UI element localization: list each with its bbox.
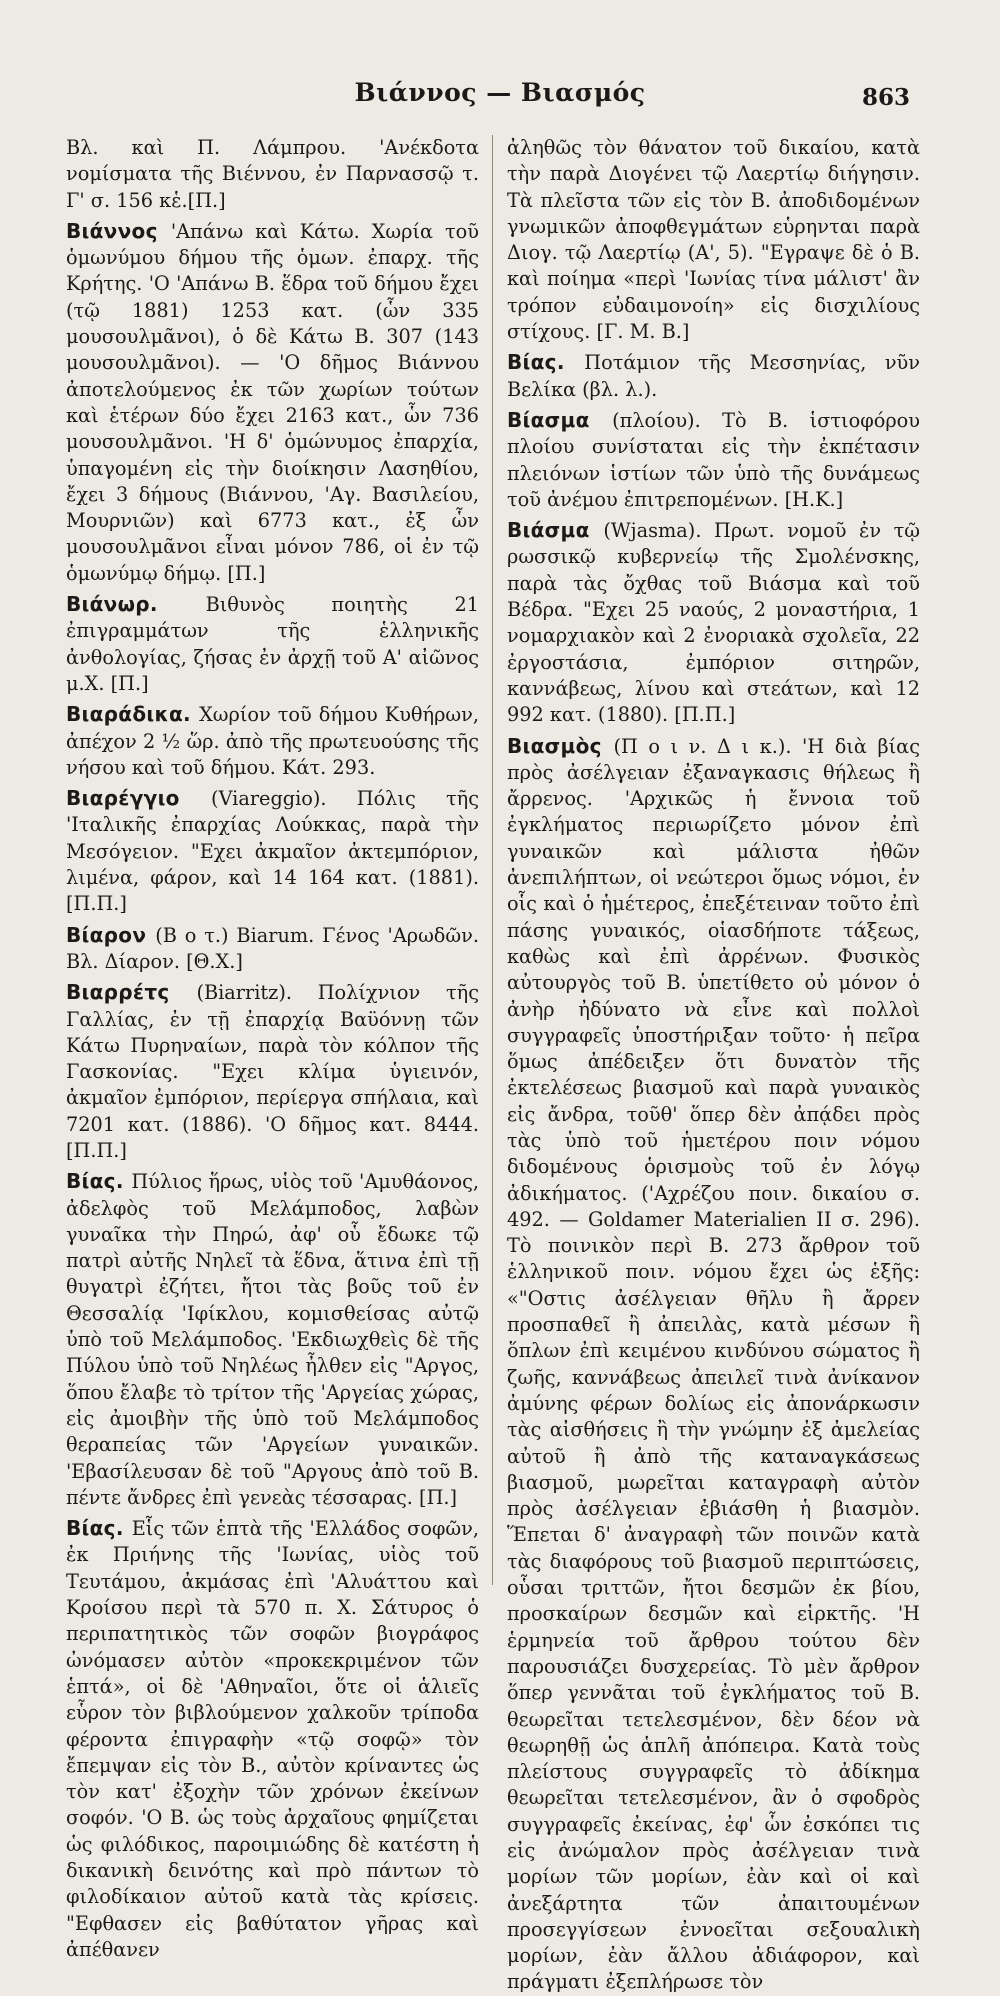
- continuation-body: ἀληθῶς τὸν θάνατον τοῦ δικαίου, κατὰ τὴν παρὰ Διογένει τῷ Λαερτίῳ διήγησιν. Τὰ πλεῖστα τῶν εἰς τὸν Β. ἀποδιδομένων γνωμικῶν ἀποφθεγμάτων εὑρηνται παρὰ Διογ. τῷ Λαερτίῳ (Α', 5). "Εγραψε δὲ ὁ Β. καὶ ποίημα «περὶ 'Ιωνίας τίνα μάλιστ' ἂν τρόπον εὐδαιμονοίη» εἰς δισχιλίους στίχους. [Γ. Μ. Β.]: [507, 136, 920, 344]
- right-column: [507, 135, 920, 1994]
- entry-body: (Biarritz). Πολίχνιον τῆς Γαλλίας, ἐν τῇ ἐπαρχίᾳ Βαϋόννῃ τῶν Κάτω Πυρηναίων, παρὰ τὸν κόλπον τῆς Γασκονίας. "Εχει κλίμα ὑγιεινόν, ἀκμαῖον ἐμπόριον, περίεργα σπήλαια, καὶ 7201 κατ. (1886). 'Ο δῆμος κατ. 8444. [Π.Π.]: [66, 981, 479, 1162]
- entry-headword: Βίας.: [66, 1169, 132, 1194]
- entry-viaron: [66, 922, 479, 976]
- entry-body: (Π ο ι ν. Δ ι κ.). 'Η διὰ βίας πρὸς ἀσέλγειαν ἐξαναγκασις θήλεως ἢ ἄρρενος. 'Αρχικῶς ἡ ἔννοια τοῦ ἐγκλήματος περιωρίζετο μόνον ἐπὶ γυναικῶν καὶ μάλιστα ἠθῶν ἀνεπιλήπτων, οἱ νεώτεροι ὅμως νόμοι, ἐν οἷς καὶ ὁ ἡμέτερος, ἐπεξέτειναν τοῦτο ἐπὶ πάσης γυναικός, οἱασδήποτε τάξεως, καθὼς καὶ ἐπὶ ἀρρένων. Φυσικὸς αὐτουργὸς τοῦ Β. ὑπετίθετο οὐ μόνον ὁ ἀνὴρ ἠδύνατο νὰ εἶνε καὶ πολλοὶ συγγραφεῖς ὑποστήριξαν τοῦτο· ἡ πεῖρα ὅμως ἀπέδειξεν ὅτι δυνατὸν τῆς ἐκτελέσεως βιασμοῦ καὶ παρὰ γυναικὸς εἰς ἄνδρα, τοῦθ' ὅπερ δὲν ἀπᾴδει πρὸς τὰς ὑπὸ τοῦ ἡμετέρου ποιν νόμου διδομένους ὁρισμοὺς τοῦ ἐν λόγῳ ἀδικήματος. ('Αχρέζου ποιν. δικαίου σ. 492. — Goldamer Materialien II σ. 296). Τὸ ποινικὸν περὶ Β. 273 ἄρθρον τοῦ ἑλληνικοῦ ποιν. νόμου ἔχει ὡς ἑξῆς: «"Οστις ἀσέλγειαν θῆλυ ἢ ἄρρεν προσπαθεῖ ἢ ἀπειλὰς, κατὰ μέσων ἢ ὅπλων ἐπὶ κειμένου κινδύνου σώματος ἢ ζωῆς, καννάβεως ἀπειλεῖ τινὰ ἀνίκανον ἀμύνης φέρων δολίως εἰς ἀπονάρκωσιν τὰς αἰσθήσεις ἢ τὴν γνώμην ἐξ ἀμελείας αὐτοῦ ἢ ἀπὸ τῆς καταναγκάσεως βιασμοῦ, μωρεῖται καταγραφὴ αὐτὸν πρὸς ἀσέλγειαν ἐβιάσθη ἡ βιασμὸν. Ἕπεται δ' ἀναγραφὴ τῶν ποινῶν κατὰ τὰς διαφόρους τοῦ βιασμοῦ περιπτώσεις, οὗσαι τριττῶν, ἤτοι δεσμῶν ἐκ βίου, προσκαίρων δεσμῶν καὶ εἱρκτῆς. 'Η ἑρμηνεία τοῦ ἄρθρου τούτου δὲν παρουσιάζει δυσχερείας. Τὸ μὲν ἄρθρον ὅπερ γεννᾶται τοῦ ἐγκλήματος τοῦ Β. θεωρεῖται τετελεσμένον, δὲν δέον νὰ θεωρηθῇ ὡς ἁπλῆ ἀπόπειρα. Κατὰ τοὺς πλείστους συγγραφεῖς τὸ ἀδίκημα θεωρεῖται τετελεσμένον, ἂν ὁ σφοδρὸς συγγραφεῖς ἐκείνας, ἐφ' ὧν ἐσκόπει τις εἰς ἀνώμαλον πρὸς ἀσέλγειαν τινὰ μορίων τῶν μορίων, ἐὰν καὶ οἱ καὶ ἀνεξάρτητα τῶν ἀπαιτουμένων προσεγγίσεων ἐννοεῖται σεξουαλικὴ μορίων, ἐὰν ἄλλου ἀδιάφορον, καὶ πράγματι ἐξεπλήρωσε τὸν: [507, 734, 920, 1994]
- entry-body: Βιθυνὸς ποιητὴς 21 ἐπιγραμμάτων τῆς ἑλληνικῆς ἀνθολογίας, ζήσας ἐν ἀρχῇ τοῦ Α' αἰῶνος μ.Χ. [Π.]: [66, 593, 479, 695]
- entry-body: Ποτάμιον τῆς Μεσσηνίας, νῦν Βελίκα (βλ. λ.).: [507, 351, 920, 401]
- running-head: [0, 78, 1000, 118]
- entry-headword: Βίαρον: [66, 922, 156, 947]
- entry-headword: Βίας.: [66, 1516, 132, 1541]
- entry-body: (πλοίου). Τὸ Β. ἱστιοφόρου πλοίου συνίσταται εἰς τὴν ἐκπέτασιν πλειόνων ἱστίων τῶν ὑπὸ τῆς δυνάμεως τοῦ ἀνέμου ἐπιτρεπομένων. [Η.Κ.]: [507, 408, 920, 511]
- entry-headword: Βίασμα: [507, 407, 613, 432]
- entry-vias-river: [507, 349, 920, 403]
- entry-biarritz: [66, 979, 479, 1164]
- entry-viaradika: [66, 701, 479, 781]
- entry-headword: Βιαρρέτς: [66, 980, 197, 1005]
- entry-headword: Βίας.: [507, 350, 585, 375]
- left-column: [66, 135, 480, 1961]
- entry-headword: Βιάσμα: [507, 518, 604, 543]
- column-divider: [492, 135, 493, 1585]
- entry-viannos: [66, 218, 479, 587]
- continuation-body: Βλ. καὶ Π. Λάμπρου. 'Ανέκδοτα νομίσματα τῆς Βιέννου, ἐν Παρνασσῷ τ. Γ' σ. 156 κἑ.[Π.]: [66, 136, 479, 212]
- continuation-text: [66, 135, 479, 214]
- entry-vias-sage: [66, 1515, 479, 1963]
- entry-headword: Βιαράδικα.: [66, 702, 200, 727]
- entry-viasmos: [507, 733, 920, 1996]
- page-number: 863: [861, 84, 910, 111]
- entry-viasma-ship: [507, 407, 920, 513]
- entry-vias-hero: [66, 1168, 479, 1511]
- entry-body: (Wjasma). Πρωτ. νομοῦ ἐν τῷ ρωσσικῷ κυβερνείῳ τῆς Σμολένσκης, παρὰ τὰς ὄχθας τοῦ Βιάσμα καὶ τοῦ Βέδρα. "Εχει 25 ναούς, 2 μοναστήρια, 1 νομαρχιακὸν καὶ 2 ἐνοριακὰ σχολεῖα, 22 ἐργοστάσια, ἐμπόριον σιτηρῶν, καννάβεως, λίνου καὶ στεάτων, καὶ 12 992 κατ. (1880). [Π.Π.]: [507, 519, 920, 727]
- entry-body: Πύλιος ἥρως, υἱὸς τοῦ 'Αμυθάονος, ἀδελφὸς τοῦ Μελάμποδος, λαβὼν γυναῖκα τὴν Πηρώ, ἀφ' οὗ ἔδωκε τῷ πατρὶ αὐτῆς Νηλεῖ τὰ ἕδνα, ἅτινα ἐπὶ τῇ θυγατρὶ ἐζήτει, ἤτοι τὰς βοῦς τοῦ ἐν Θεσσαλίᾳ 'Ιφίκλου, κομισθείσας αὐτῷ ὑπὸ τοῦ Μελάμποδος. 'Εκδιωχθεὶς δὲ τῆς Πύλου ὑπὸ τοῦ Νηλέως ἦλθεν εἰς "Αργος, ὅπου ἔλαβε τὸ τρίτον τῆς 'Αργείας χώρας, εἰς ἀμοιβὴν τῆς ὑπὸ τοῦ Μελάμποδος θεραπείας τῶν 'Αργείων γυναικῶν. 'Εβασίλευσαν δὲ τοῦ "Αργους ἀπὸ τοῦ Β. πέντε ἄνδρες ἐπὶ γενεὰς τέσσαρας. [Π.]: [66, 1170, 479, 1509]
- running-head-title: Βιάννος — Βιασμός: [354, 78, 646, 107]
- entry-headword: Βιάνωρ.: [66, 592, 206, 617]
- entry-body: (Β ο τ.) Biarum. Γένος 'Αρωδῶν. Βλ. Δίαρον. [Θ.Χ.]: [66, 923, 479, 973]
- entry-body: Εἷς τῶν ἑπτὰ τῆς 'Ελλάδος σοφῶν, ἐκ Πριήνης τῆς 'Ιωνίας, υἱὸς τοῦ Τευτάμου, ἀκμάσας ἐπὶ 'Αλυάττου καὶ Κροίσου περὶ τὰ 570 π. Χ. Σάτυρος ὁ περιπατητικὸς τῶν σοφῶν βιογράφος ὠνόμασεν αὐτὸν «προκεκριμένον τῶν ἑπτά», οἱ δὲ 'Αθηναῖοι, ὅτε οἱ ἁλιεῖς εὗρον τὸν βιβλούμενον χαλκοῦν τρίποδα φέροντα ἐπιγραφὴν «τῷ σοφῷ» τὸν ἔπεμψαν εἰς τὸν Β., αὐτὸν κρίναντες ὡς τὸν κατ' ἐξοχὴν τῶν χρόνων ἐκείνων σοφόν. 'Ο Β. ὡς τοὺς ἀρχαῖους φημίζεται ὡς φιλόδικος, παροιμιώδης δὲ κατέστη ἡ δικανικὴ δεινότης καὶ πρὸ πάντων τὸ φιλοδίκαιον αὐτοῦ κατὰ τὰς κρίσεις. "Εφθασεν εἰς βαθύτατον γῆρας καὶ ἀπέθανεν: [66, 1517, 480, 1961]
- entry-body: Χωρίον τοῦ δήμου Κυθήρων, ἀπέχον 2 ½ ὥρ. ἀπὸ τῆς πρωτευούσης τῆς νήσου καὶ τοῦ δήμου. Κάτ. 293.: [66, 703, 479, 779]
- continuation-text: [507, 135, 920, 345]
- entry-vianor: [66, 591, 479, 697]
- entry-headword: Βιασμὸς: [507, 733, 614, 758]
- entry-headword: Βιάννος: [66, 218, 171, 243]
- entry-wjasma: [507, 517, 920, 728]
- entry-body: 'Απάνω καὶ Κάτω. Χωρία τοῦ ὁμωνύμου δήμου τῆς ὁμων. ἐπαρχ. τῆς Κρήτης. 'Ο 'Απάνω Β. ἕδρα τοῦ δήμου ἔχει (τῷ 1881) 1253 κατ. (ὧν 335 μουσουλμᾶνοι), ὁ δὲ Κάτω Β. 307 (143 μουσουλμᾶνοι). — 'Ο δῆμος Βιάννου ἀποτελούμενος ἐκ τῶν χωρίων τούτων καὶ ἑτέρων δύο ἔχει 2163 κατ., ὧν 736 μουσουλμᾶνοι. 'Η δ' ὁμώνυμος ἐπαρχία, ὑπαγομένη εἰς τὴν διοίκησιν Λασηθίου, ἔχει 3 δήμους (Βιάννου, 'Αγ. Βασιλείου, Μουρνιῶν) καὶ 6773 κατ., ἐξ ὧν μουσουλμᾶνοι εἶναι μόνον 786, οἱ ἐν τῷ ὁμωνύμῳ δήμῳ. [Π.]: [66, 219, 479, 585]
- entry-viareggio: [66, 785, 479, 917]
- entry-headword: Βιαρέγγιο: [66, 786, 212, 811]
- entry-body: (Viareggio). Πόλις τῆς 'Ιταλικῆς ἐπαρχίας Λούκκας, παρὰ τὴν Μεσόγειον. "Εχει ἀκμαῖον ἀκτεμπόριον, λιμένα, φάρον, καὶ 14 164 κατ. (1881). [Π.Π.]: [66, 787, 479, 916]
